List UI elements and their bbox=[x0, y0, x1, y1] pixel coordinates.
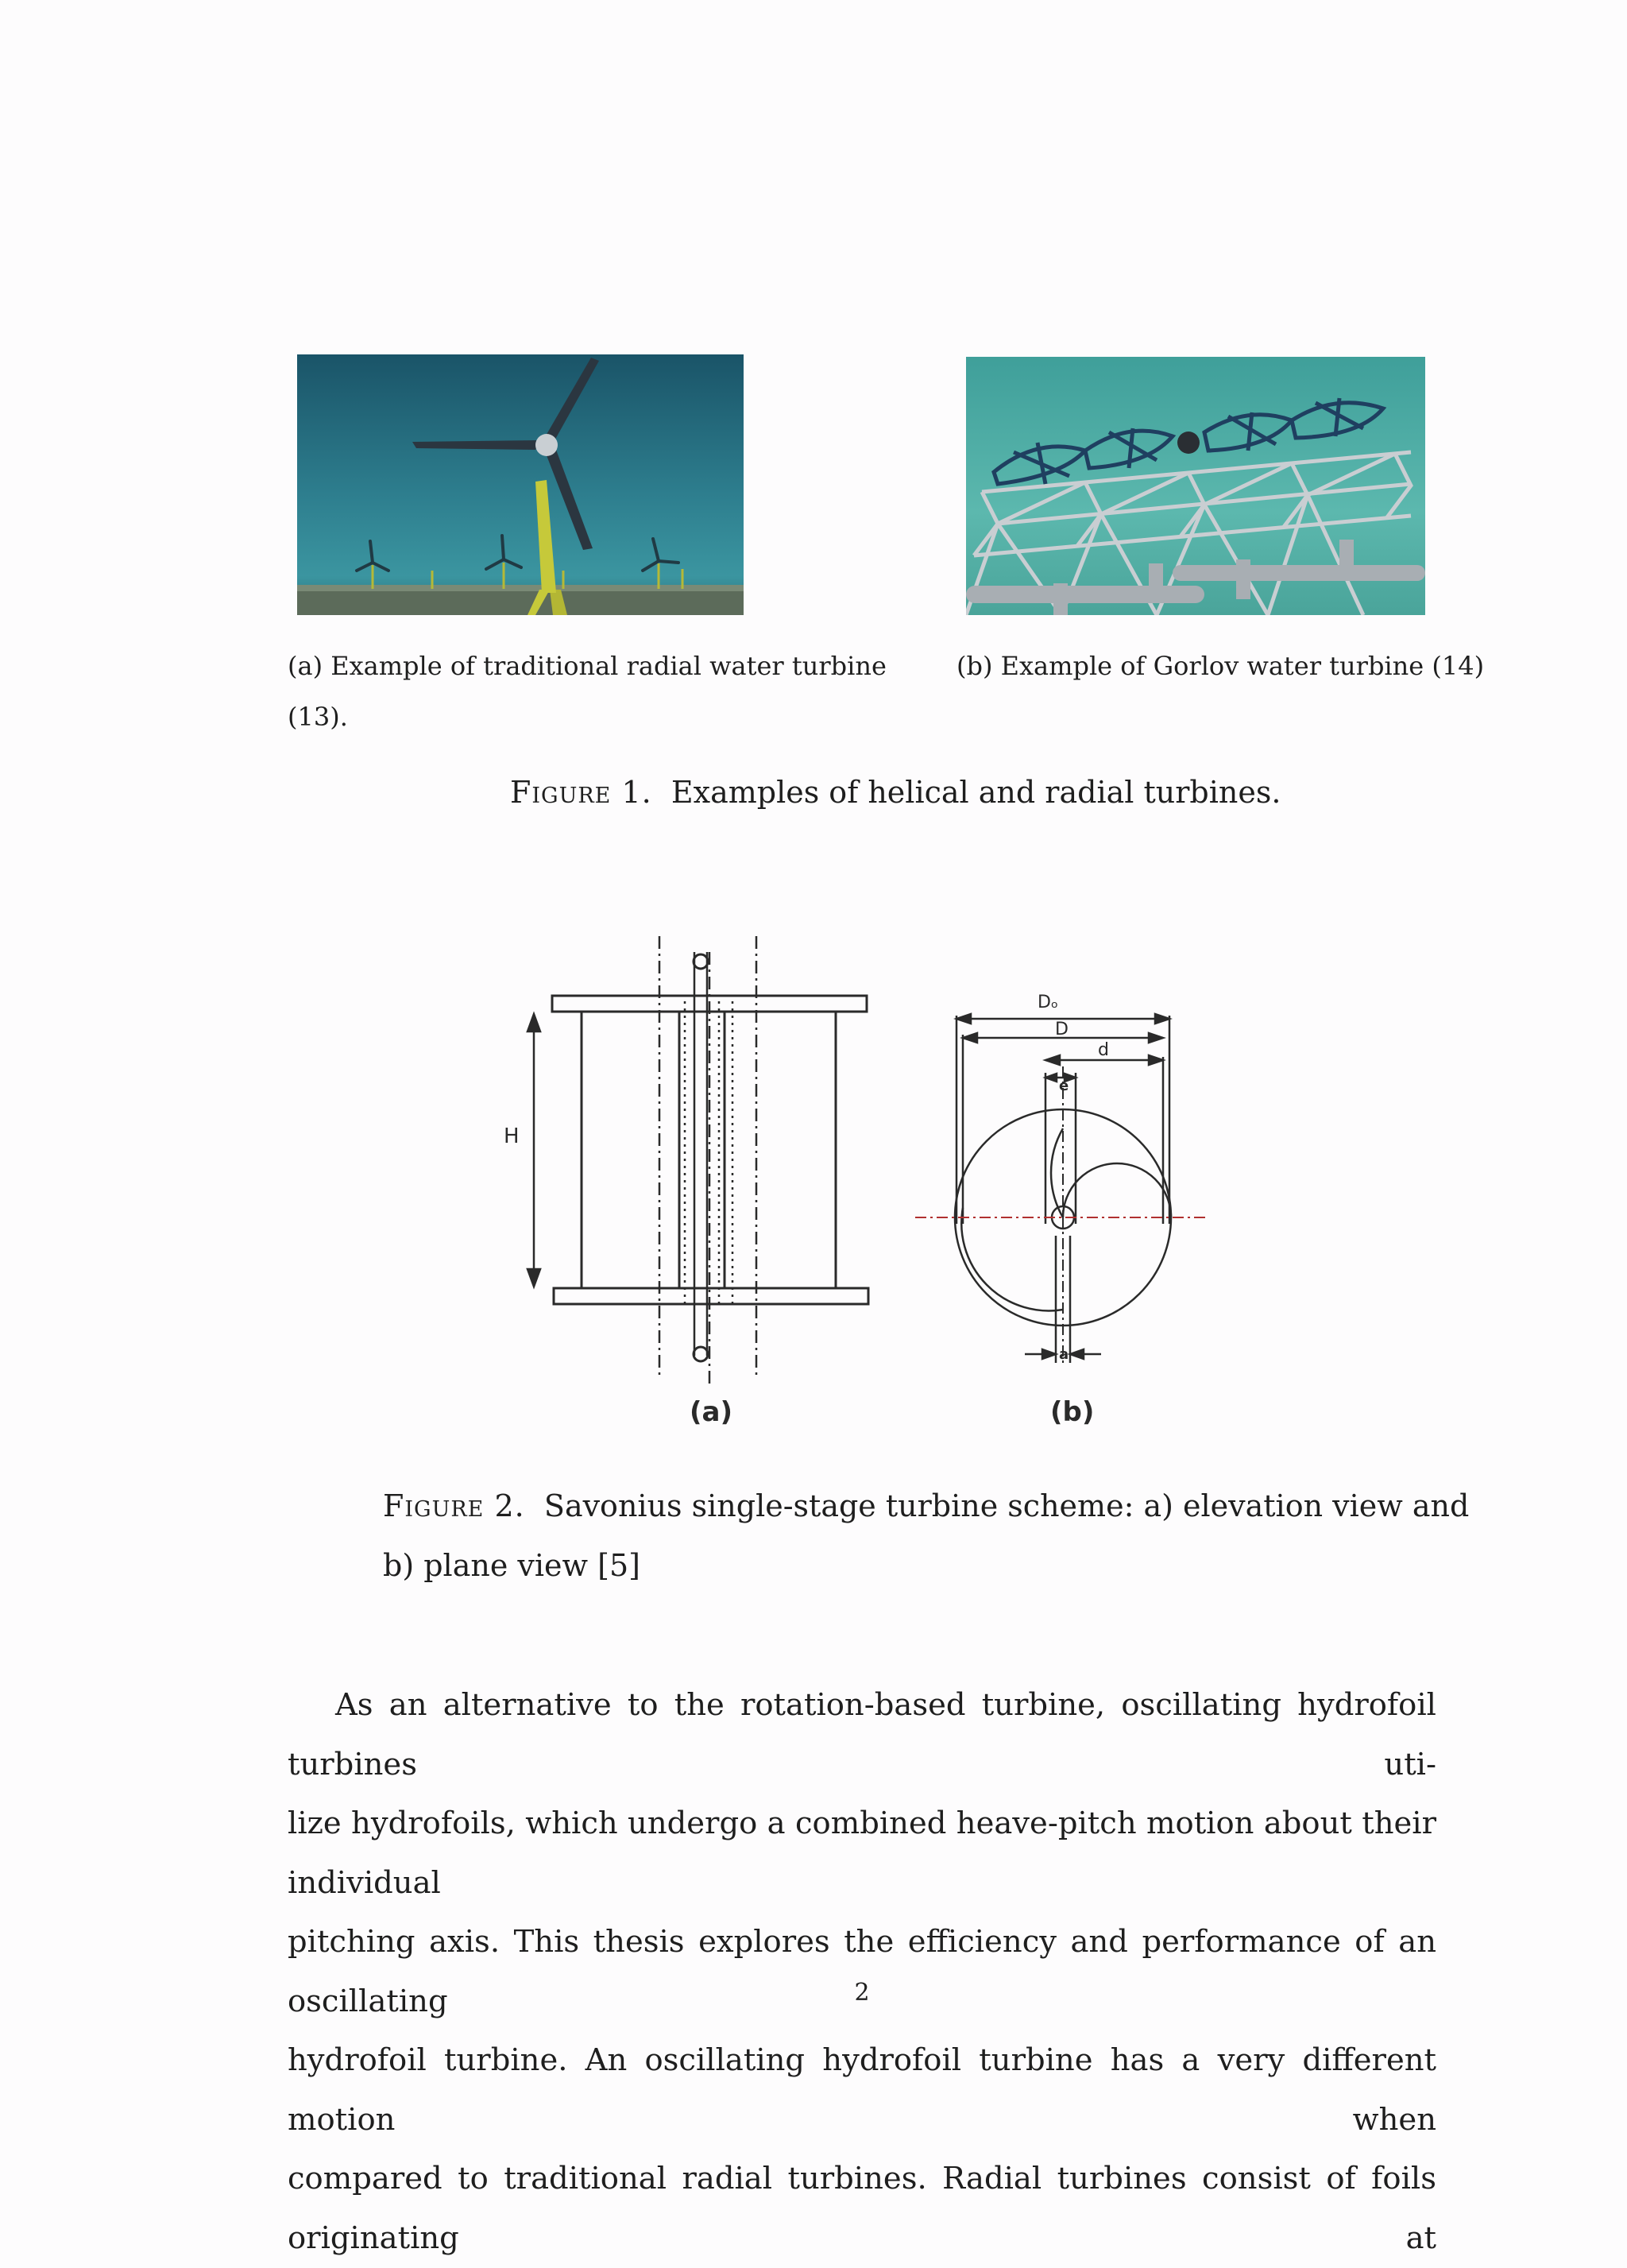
gorlov-turbine-photo bbox=[966, 357, 1425, 615]
body-line: As an alternative to the rotation-based turbine, oscillating hydrofoil turbines uti- bbox=[288, 1687, 1436, 1782]
savonius-diagram bbox=[477, 922, 1208, 1446]
subfigure-b-caption bbox=[956, 641, 1484, 691]
subfigure-label: (b) bbox=[956, 651, 993, 681]
figure-label: Figure 1. bbox=[510, 775, 652, 810]
figure-2-caption-continued bbox=[383, 1536, 640, 1595]
subfigure-caption-text: (13). bbox=[288, 702, 348, 732]
bucket-diameter-label: d bbox=[1098, 1040, 1109, 1060]
panel-b-label: (b) bbox=[1050, 1396, 1095, 1428]
figure-label: Figure 2. bbox=[383, 1488, 525, 1523]
overlap-label: e bbox=[1059, 1078, 1069, 1094]
subfigure-a-caption-continued bbox=[288, 691, 348, 742]
subfigure-caption-text: Example of Gorlov water turbine (14) bbox=[1000, 651, 1485, 681]
subfigure-caption-text: Example of traditional radial water turbine bbox=[330, 651, 887, 681]
radial-turbine-photo bbox=[297, 354, 744, 615]
body-line: pitching axis. This thesis explores the efficiency and performance of an oscillating bbox=[288, 1924, 1436, 2019]
page-number: 2 bbox=[854, 1979, 870, 2007]
figure-caption-text: b) plane view [5] bbox=[383, 1548, 640, 1583]
figure-caption-text: Savonius single-stage turbine scheme: a) elevation view and bbox=[543, 1488, 1470, 1523]
figure-2-caption bbox=[383, 1477, 1469, 1535]
body-line: compared to traditional radial turbines. Radial turbines consist of foils originating at bbox=[288, 2161, 1436, 2256]
body-line: lize hydrofoils, which undergo a combined heave-pitch motion about their individual bbox=[288, 1805, 1436, 1901]
outer-diameter-label: Dₒ bbox=[1038, 993, 1059, 1012]
subfigure-a-caption bbox=[288, 641, 887, 691]
diameter-label: D bbox=[1055, 1020, 1069, 1039]
height-label: H bbox=[504, 1124, 520, 1148]
body-line: hydrofoil turbine. An oscillating hydrofoil turbine has a very different motion when bbox=[288, 2042, 1436, 2138]
shaft-label: a bbox=[1059, 1346, 1069, 1363]
body-paragraph bbox=[288, 1676, 1436, 2268]
subfigure-label: (a) bbox=[288, 651, 323, 681]
figure-1-caption bbox=[510, 763, 1281, 822]
panel-a-label: (a) bbox=[690, 1396, 733, 1428]
figure-caption-text: Examples of helical and radial turbines. bbox=[671, 775, 1281, 810]
